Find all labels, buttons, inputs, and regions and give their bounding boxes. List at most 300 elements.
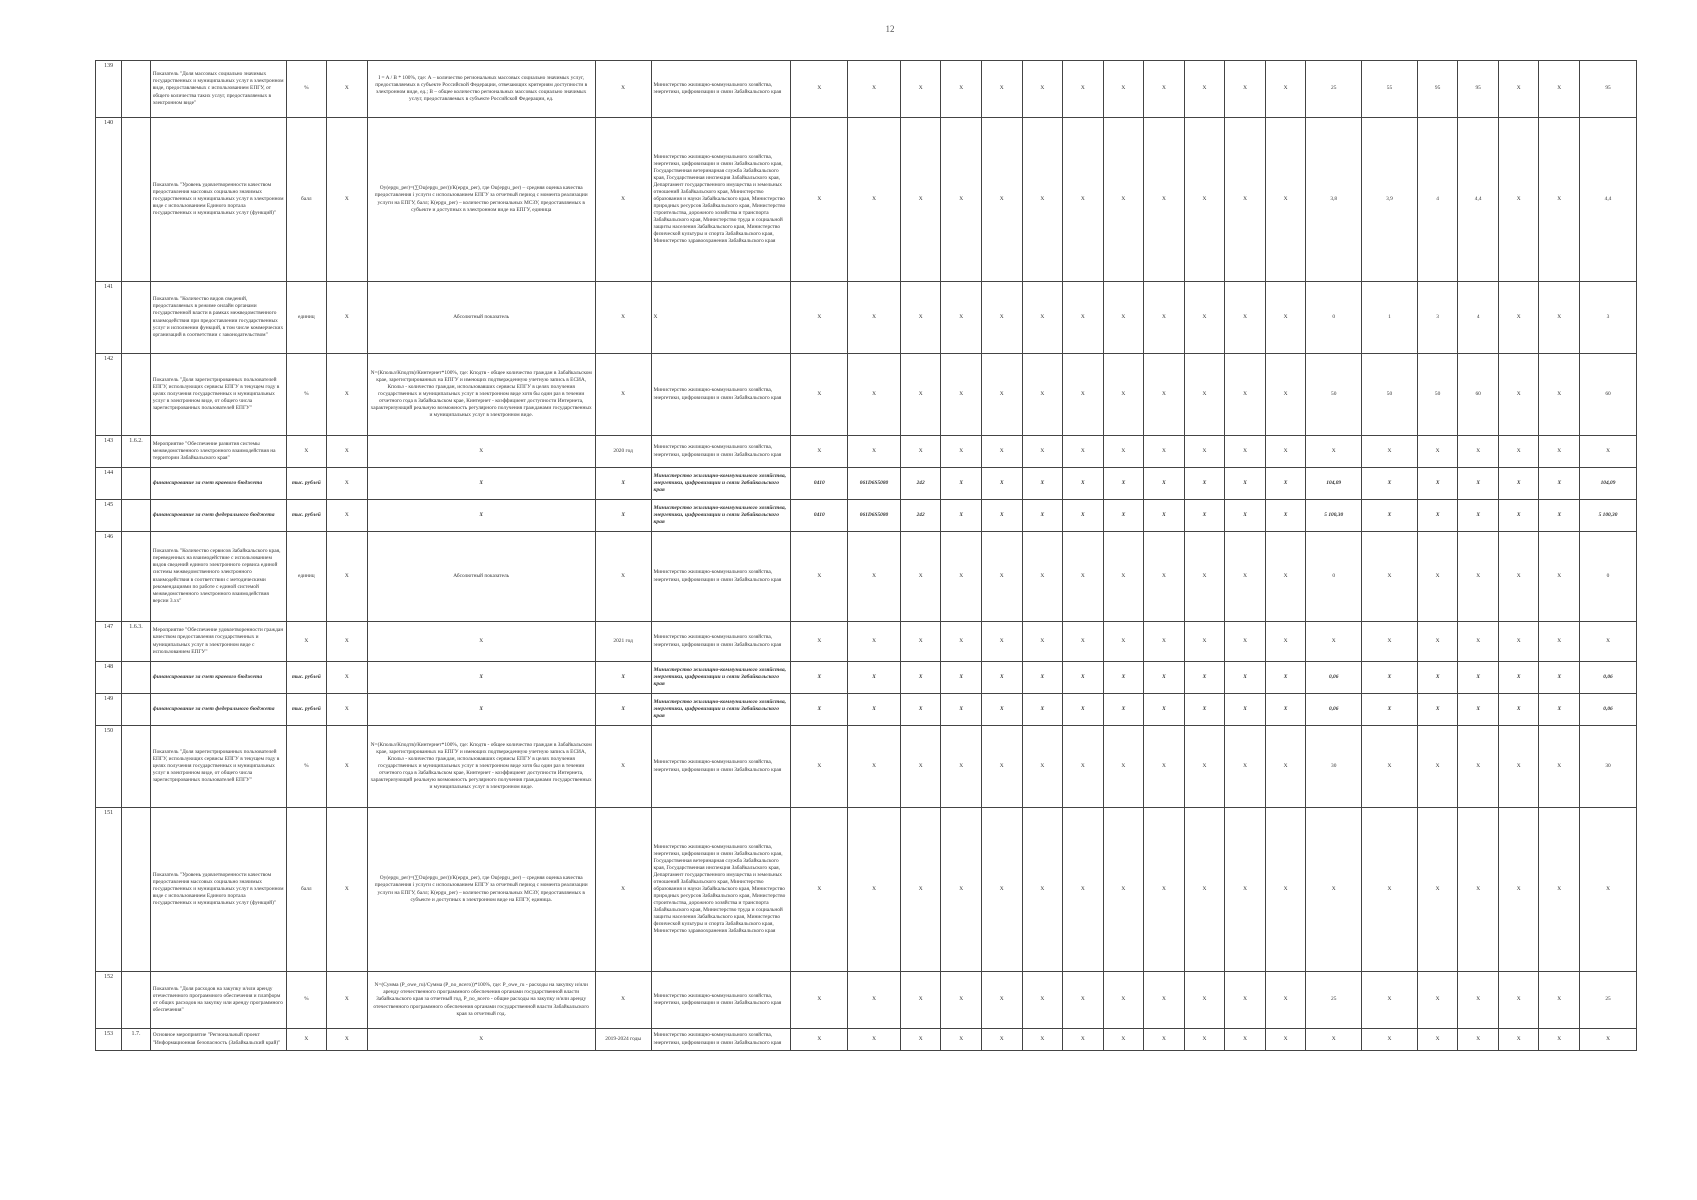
responsible-cell: Министерство жилищно-коммунального хозяйства, энергетики, цифровизации и связи Забайкальского края, Государственная ветеринарная служба Забайкальского края, Государственная инспекция Забайкальского края, Департамент государственного имущества и земельных отношений Забайкальского края, Министерство образования и науки Забайкальского края, Министерство природных ресурсов Забайкальского края, Министерство строительства, дорожного хозяйства и транспорта Забайкальского края, Министерство труда и социальной защиты населения Забайкальского края, Министерство физической культуры и спорта Забайкальского края, Министерство здравоохранения Забайкальского края	[651, 808, 791, 972]
value-cell: X	[1539, 282, 1580, 354]
responsible-cell: Министерство жилищно-коммунального хозяйства, энергетики, цифровизации и связи Забайкальского края	[651, 61, 791, 118]
row-code-cell	[122, 468, 150, 500]
value-cell: X	[791, 622, 848, 662]
value-cell: X	[900, 622, 941, 662]
period-cell: X	[595, 61, 651, 118]
value-cell: X	[981, 662, 1022, 694]
indicator-name-cell: Показатель "Доля расходов на закупку и/или аренду отечественного программного обеспечения и платформ от общих расходов на закупку или аренду программного обеспечения"	[150, 972, 286, 1029]
value-cell: X	[1580, 808, 1637, 972]
row-code-cell	[122, 808, 150, 972]
value-cell: X	[1498, 662, 1539, 694]
value-cell: X	[1539, 468, 1580, 500]
value-cell: X	[1103, 354, 1144, 436]
period-cell: 2019-2024 годы	[595, 1029, 651, 1051]
value-cell: 5 100,30	[1306, 500, 1362, 532]
value-cell: 50	[1417, 354, 1458, 436]
column-5-cell: X	[327, 726, 368, 808]
column-5-cell: X	[327, 532, 368, 622]
period-cell: X	[595, 972, 651, 1029]
value-cell: X	[1265, 500, 1306, 532]
value-cell: 0	[1306, 282, 1362, 354]
value-cell: X	[1144, 282, 1185, 354]
row-code-cell	[122, 282, 150, 354]
value-cell: X	[1225, 468, 1266, 500]
value-cell: 25	[1306, 61, 1362, 118]
formula-cell: X	[367, 694, 595, 726]
unit-cell: тыс. рублей	[286, 694, 327, 726]
column-5-cell: X	[327, 354, 368, 436]
value-cell: X	[1306, 808, 1362, 972]
value-cell: X	[1144, 354, 1185, 436]
responsible-cell: Министерство жилищно-коммунального хозяйства, энергетики, цифровизации и связи Забайкальского края	[651, 1029, 791, 1051]
column-5-cell: X	[327, 118, 368, 282]
row-number-cell: 145	[96, 500, 122, 532]
value-cell: X	[1144, 808, 1185, 972]
value-cell: X	[1498, 282, 1539, 354]
value-cell: X	[848, 118, 901, 282]
value-cell: X	[1184, 468, 1225, 500]
column-5-cell: X	[327, 972, 368, 1029]
value-cell: X	[1498, 808, 1539, 972]
value-cell: X	[848, 354, 901, 436]
value-cell: X	[900, 694, 941, 726]
value-cell: X	[1265, 436, 1306, 468]
value-cell: X	[1063, 726, 1104, 808]
value-cell: X	[1498, 622, 1539, 662]
value-cell: X	[1022, 436, 1063, 468]
value-cell: X	[1498, 118, 1539, 282]
row-number-cell: 151	[96, 808, 122, 972]
value-cell: X	[1306, 622, 1362, 662]
value-cell: X	[1063, 972, 1104, 1029]
row-number-cell: 140	[96, 118, 122, 282]
formula-cell: Оу(epgu_per)=(∑Оц(epgu_per))/К(epgu_per), где Оц(epgu_per) – средняя оценка качества предоставления i услуги с использованием ЕПГУ за отчетный период с момента реализации услуги на ЕПГУ, балл; К(epgu_per) – количество региональных МСЗУ, предоставляемых в субъекте и доступных в электронном виде на ЕПГУ, единица	[367, 118, 595, 282]
unit-cell: %	[286, 726, 327, 808]
period-cell: X	[595, 808, 651, 972]
value-cell: X	[1144, 694, 1185, 726]
value-cell: X	[941, 436, 982, 468]
row-number-cell: 139	[96, 61, 122, 118]
value-cell: 242	[900, 468, 941, 500]
value-cell: 3,8	[1306, 118, 1362, 282]
value-cell: 0410	[791, 500, 848, 532]
value-cell: X	[1063, 282, 1104, 354]
row-number-cell: 150	[96, 726, 122, 808]
value-cell: X	[941, 468, 982, 500]
value-cell: X	[1103, 694, 1144, 726]
period-cell: X	[595, 694, 651, 726]
value-cell: X	[900, 726, 941, 808]
value-cell: 0	[1580, 532, 1637, 622]
value-cell: X	[1417, 500, 1458, 532]
value-cell: X	[1265, 808, 1306, 972]
value-cell: X	[1225, 662, 1266, 694]
formula-cell: X	[367, 500, 595, 532]
row-code-cell: 1.6.3.	[122, 622, 150, 662]
value-cell: X	[1458, 622, 1499, 662]
value-cell: X	[1458, 436, 1499, 468]
value-cell: X	[900, 61, 941, 118]
period-cell: X	[595, 500, 651, 532]
value-cell: X	[791, 1029, 848, 1051]
table-row	[96, 118, 1637, 282]
value-cell: X	[1022, 532, 1063, 622]
value-cell: X	[981, 61, 1022, 118]
table-row	[96, 972, 1637, 1029]
value-cell: X	[1498, 972, 1539, 1029]
column-5-cell: X	[327, 1029, 368, 1051]
value-cell: 0,06	[1306, 694, 1362, 726]
unit-cell: единиц	[286, 282, 327, 354]
value-cell: X	[1225, 532, 1266, 622]
value-cell: X	[900, 972, 941, 1029]
value-cell: 4,4	[1458, 118, 1499, 282]
value-cell: X	[1063, 694, 1104, 726]
value-cell: X	[1539, 694, 1580, 726]
value-cell: X	[1539, 354, 1580, 436]
value-cell: X	[900, 532, 941, 622]
period-cell: X	[595, 282, 651, 354]
period-cell: X	[595, 118, 651, 282]
value-cell: X	[1458, 726, 1499, 808]
table-body	[96, 61, 1637, 1051]
row-number-cell: 146	[96, 532, 122, 622]
table-row	[96, 468, 1637, 500]
value-cell: 3,9	[1362, 118, 1418, 282]
unit-cell: %	[286, 354, 327, 436]
value-cell: X	[1362, 436, 1418, 468]
row-number-cell: 148	[96, 662, 122, 694]
value-cell: X	[1458, 500, 1499, 532]
value-cell: X	[1063, 436, 1104, 468]
value-cell: X	[1144, 662, 1185, 694]
value-cell: 104,09	[1306, 468, 1362, 500]
value-cell: X	[791, 61, 848, 118]
value-cell: 95	[1580, 61, 1637, 118]
value-cell: X	[1103, 118, 1144, 282]
responsible-cell: Министерство жилищно-коммунального хозяйства, энергетики, цифровизации и связи Забайкальского края	[651, 500, 791, 532]
value-cell: X	[848, 972, 901, 1029]
value-cell: X	[941, 61, 982, 118]
column-5-cell: X	[327, 662, 368, 694]
value-cell: X	[1103, 972, 1144, 1029]
row-number-cell: 144	[96, 468, 122, 500]
program-table	[95, 60, 1637, 1051]
value-cell: X	[848, 808, 901, 972]
unit-cell: %	[286, 972, 327, 1029]
value-cell: X	[981, 282, 1022, 354]
value-cell: X	[941, 354, 982, 436]
value-cell: X	[1022, 500, 1063, 532]
value-cell: X	[1225, 436, 1266, 468]
value-cell: X	[1063, 61, 1104, 118]
value-cell: X	[1184, 972, 1225, 1029]
responsible-cell: Министерство жилищно-коммунального хозяйства, энергетики, цифровизации и связи Забайкальского края	[651, 662, 791, 694]
value-cell: X	[1539, 118, 1580, 282]
value-cell: X	[941, 694, 982, 726]
indicator-name-cell: Показатель "Доля зарегистрированных пользователей ЕПГУ, использующих сервисы ЕПГУ в текущем году в целях получения государственных и муниципальных услуг в электронном виде, от общего числа зарегистрированных пользователей ЕПГУ"	[150, 726, 286, 808]
column-5-cell: X	[327, 282, 368, 354]
value-cell: X	[1417, 726, 1458, 808]
value-cell: X	[1580, 1029, 1637, 1051]
table-row	[96, 500, 1637, 532]
value-cell: X	[1458, 694, 1499, 726]
value-cell: X	[1022, 282, 1063, 354]
value-cell: X	[1022, 694, 1063, 726]
value-cell: X	[1265, 61, 1306, 118]
value-cell: 1	[1362, 282, 1418, 354]
value-cell: X	[1184, 1029, 1225, 1051]
value-cell: X	[1063, 662, 1104, 694]
value-cell: X	[981, 1029, 1022, 1051]
value-cell: X	[1417, 468, 1458, 500]
value-cell: X	[1498, 500, 1539, 532]
value-cell: X	[1498, 694, 1539, 726]
value-cell: X	[1417, 662, 1458, 694]
value-cell: X	[1362, 532, 1418, 622]
value-cell: X	[1103, 808, 1144, 972]
unit-cell: X	[286, 436, 327, 468]
value-cell: 0,06	[1580, 662, 1637, 694]
value-cell: X	[1225, 622, 1266, 662]
value-cell: X	[981, 436, 1022, 468]
unit-cell: тыс. рублей	[286, 500, 327, 532]
value-cell: X	[1265, 662, 1306, 694]
value-cell: X	[1417, 694, 1458, 726]
value-cell: X	[1184, 61, 1225, 118]
value-cell: X	[1022, 808, 1063, 972]
value-cell: X	[1498, 726, 1539, 808]
value-cell: X	[900, 354, 941, 436]
indicator-name-cell: финансирование за счет федерального бюджета	[150, 694, 286, 726]
value-cell: X	[1580, 622, 1637, 662]
value-cell: X	[1539, 1029, 1580, 1051]
table-row	[96, 694, 1637, 726]
value-cell: X	[1144, 622, 1185, 662]
row-number-cell: 141	[96, 282, 122, 354]
value-cell: X	[1362, 726, 1418, 808]
row-number-cell: 142	[96, 354, 122, 436]
value-cell: 5 100,30	[1580, 500, 1637, 532]
value-cell: X	[791, 808, 848, 972]
value-cell: X	[1225, 808, 1266, 972]
table-row	[96, 61, 1637, 118]
column-5-cell: X	[327, 436, 368, 468]
value-cell: X	[1265, 354, 1306, 436]
value-cell: X	[1144, 1029, 1185, 1051]
value-cell: X	[791, 972, 848, 1029]
responsible-cell: Министерство жилищно-коммунального хозяйства, энергетики, цифровизации и связи Забайкальского края	[651, 622, 791, 662]
value-cell: X	[848, 622, 901, 662]
value-cell: X	[981, 622, 1022, 662]
formula-cell: N=(Кпольз/Кподтв)/Кинтернет*100%, где: Кподтв - общее количество граждан в Забайкальском крае, зарегистрированных на ЕПГУ и имеющих подтвержденную учетную запись в ЕСИА, Кпольз - количество граждан, использовавших сервисы ЕПГУ в целях получения государственных и муниципальных услуг в электронном виде хотя бы один раз в течении отчетного года в Забайкальском крае, Кинтернет - коэффициент доступности Интернета, характеризующий реальную возможность регулярного получения гражданами государственных и муниципальных услуг в электронном виде.	[367, 354, 595, 436]
value-cell: X	[1103, 622, 1144, 662]
indicator-name-cell: финансирование за счет федерального бюджета	[150, 500, 286, 532]
value-cell: 061D6S5080	[848, 500, 901, 532]
value-cell: X	[900, 436, 941, 468]
value-cell: X	[1063, 118, 1104, 282]
column-5-cell: X	[327, 622, 368, 662]
indicator-name-cell: Основное мероприятие "Региональный проект "Информационная безопасность (Забайкальский край)"	[150, 1029, 286, 1051]
value-cell: X	[1539, 972, 1580, 1029]
value-cell: X	[1144, 436, 1185, 468]
value-cell: X	[1103, 1029, 1144, 1051]
value-cell: X	[848, 282, 901, 354]
value-cell: X	[1144, 500, 1185, 532]
value-cell: X	[848, 61, 901, 118]
unit-cell: единиц	[286, 532, 327, 622]
value-cell: X	[941, 726, 982, 808]
value-cell: 60	[1580, 354, 1637, 436]
responsible-cell: Министерство жилищно-коммунального хозяйства, энергетики, цифровизации и связи Забайкальского края	[651, 694, 791, 726]
value-cell: X	[791, 694, 848, 726]
column-5-cell: X	[327, 694, 368, 726]
value-cell: 95	[1417, 61, 1458, 118]
value-cell: 0410	[791, 468, 848, 500]
value-cell: X	[1144, 726, 1185, 808]
unit-cell: X	[286, 622, 327, 662]
value-cell: X	[1498, 532, 1539, 622]
value-cell: X	[941, 282, 982, 354]
value-cell: X	[1103, 436, 1144, 468]
formula-cell: I = A / B * 100%, где: А – количество региональных массовых социально значимых услуг, предоставляемых в субъекте Российской Федерации, отвечающих критериям доступности в электронном виде, ед.; В – общее количество региональных массовых социально значимых услуг, предоставляемых в субъекте Российской Федерации, ед.	[367, 61, 595, 118]
value-cell: X	[1144, 532, 1185, 622]
value-cell: X	[1265, 726, 1306, 808]
row-code-cell	[122, 500, 150, 532]
formula-cell: Оу(epgu_per)=(∑Оц(epgu_per))/К(epgu_per), где Оц(epgu_per) – средняя оценка качества предоставления i услуги с использованием ЕПГУ за отчетный период с момента реализации услуги на ЕПГУ, балл; К(epgu_per) – количество региональных МСЗУ, предоставляемых в субъекте и доступных в электронном виде на ЕПГУ, единица.	[367, 808, 595, 972]
value-cell: 50	[1306, 354, 1362, 436]
value-cell: X	[1103, 532, 1144, 622]
value-cell: X	[981, 726, 1022, 808]
value-cell: X	[900, 118, 941, 282]
value-cell: X	[1539, 532, 1580, 622]
value-cell: 30	[1306, 726, 1362, 808]
value-cell: 4	[1417, 118, 1458, 282]
formula-cell: Абсолютный показатель	[367, 282, 595, 354]
value-cell: X	[941, 532, 982, 622]
row-number-cell: 153	[96, 1029, 122, 1051]
value-cell: X	[1184, 694, 1225, 726]
value-cell: X	[1458, 1029, 1499, 1051]
value-cell: X	[1539, 726, 1580, 808]
value-cell: X	[1225, 118, 1266, 282]
value-cell: X	[1362, 1029, 1418, 1051]
value-cell: X	[1103, 662, 1144, 694]
value-cell: X	[1022, 118, 1063, 282]
unit-cell: балл	[286, 118, 327, 282]
value-cell: X	[1184, 808, 1225, 972]
value-cell: X	[900, 282, 941, 354]
value-cell: 061D6S5080	[848, 468, 901, 500]
value-cell: X	[981, 500, 1022, 532]
value-cell: 60	[1458, 354, 1499, 436]
value-cell: X	[1458, 808, 1499, 972]
value-cell: X	[1022, 354, 1063, 436]
value-cell: X	[1144, 61, 1185, 118]
value-cell: X	[1458, 662, 1499, 694]
value-cell: X	[1498, 354, 1539, 436]
value-cell: X	[1103, 726, 1144, 808]
value-cell: X	[1539, 436, 1580, 468]
value-cell: 30	[1580, 726, 1637, 808]
value-cell: X	[1022, 662, 1063, 694]
formula-cell: X	[367, 468, 595, 500]
row-number-cell: 149	[96, 694, 122, 726]
page-number: 12	[885, 24, 895, 34]
value-cell: X	[1063, 354, 1104, 436]
value-cell: X	[1103, 500, 1144, 532]
unit-cell: тыс. рублей	[286, 468, 327, 500]
value-cell: 25	[1306, 972, 1362, 1029]
column-5-cell: X	[327, 808, 368, 972]
table-row	[96, 1029, 1637, 1051]
value-cell: X	[1265, 118, 1306, 282]
value-cell: X	[791, 532, 848, 622]
value-cell: X	[1306, 436, 1362, 468]
value-cell: X	[1539, 500, 1580, 532]
row-number-cell: 152	[96, 972, 122, 1029]
value-cell: X	[1265, 468, 1306, 500]
responsible-cell: Министерство жилищно-коммунального хозяйства, энергетики, цифровизации и связи Забайкальского края	[651, 972, 791, 1029]
value-cell: X	[1458, 468, 1499, 500]
value-cell: 3	[1580, 282, 1637, 354]
value-cell: X	[1539, 622, 1580, 662]
value-cell: X	[1103, 282, 1144, 354]
value-cell: X	[1184, 726, 1225, 808]
responsible-cell: Министерство жилищно-коммунального хозяйства, энергетики, цифровизации и связи Забайкальского края	[651, 354, 791, 436]
row-number-cell: 147	[96, 622, 122, 662]
row-code-cell	[122, 726, 150, 808]
period-cell: X	[595, 532, 651, 622]
formula-cell: Абсолютный показатель	[367, 532, 595, 622]
value-cell: X	[941, 118, 982, 282]
formula-cell: X	[367, 622, 595, 662]
value-cell: X	[941, 808, 982, 972]
value-cell: X	[981, 118, 1022, 282]
indicator-name-cell: Показатель "Уровень удовлетворенности качеством предоставления массовых социально значимых государственных и муниципальных услуг в электронном виде с использованием Единого портала государственных и муниципальных услуг (функций)"	[150, 808, 286, 972]
value-cell: X	[1458, 972, 1499, 1029]
value-cell: X	[1417, 808, 1458, 972]
unit-cell: %	[286, 61, 327, 118]
column-5-cell: X	[327, 500, 368, 532]
indicator-name-cell: Показатель "Количество сервисов Забайкальского края, переведенных на взаимодействие с использованием видов сведений единого электронного сервиса единой системы межведомственного электронного взаимодействия в соответствии с методическими рекомендациями по работе с единой системой межведомственного электронного взаимодействия версии 3.xx"	[150, 532, 286, 622]
value-cell: X	[900, 808, 941, 972]
value-cell: X	[1184, 500, 1225, 532]
value-cell: X	[1144, 468, 1185, 500]
value-cell: X	[1225, 61, 1266, 118]
responsible-cell: Министерство жилищно-коммунального хозяйства, энергетики, цифровизации и связи Забайкальского края	[651, 468, 791, 500]
indicator-name-cell: Показатель "Количество видов сведений, предоставляемых в режиме онлайн органами государственной власти в рамках межведомственного взаимодействия при предоставлении государственных услуг и исполнении функций, в том числе коммерческих организаций в соответствии с законодательством"	[150, 282, 286, 354]
value-cell: X	[848, 436, 901, 468]
value-cell: 50	[1362, 354, 1418, 436]
value-cell: X	[1022, 622, 1063, 662]
table-row	[96, 354, 1637, 436]
value-cell: X	[1417, 622, 1458, 662]
value-cell: X	[941, 972, 982, 1029]
table-row	[96, 622, 1637, 662]
formula-cell: N=(Кпольз/Кподтв)/Кинтернет*100%, где: Кподтв - общее количество граждан в Забайкальском крае, зарегистрированных на ЕПГУ и имеющих подтвержденную учетную запись в ЕСИА, Кпольз - количество граждан, использовавших сервисы ЕПГУ в целях получения государственных и муниципальных услуг в электронном виде хотя бы один раз в течении отчетного года в Забайкальском крае, Кинтернет - коэффициент доступности Интернета, характеризующий реальную возможность регулярного получения гражданами государственных и муниципальных услуг в электронном виде.	[367, 726, 595, 808]
value-cell: X	[1063, 808, 1104, 972]
value-cell: 4	[1458, 282, 1499, 354]
value-cell: 3	[1417, 282, 1458, 354]
value-cell: X	[1022, 468, 1063, 500]
value-cell: X	[1184, 662, 1225, 694]
value-cell: X	[1225, 354, 1266, 436]
value-cell: X	[1458, 532, 1499, 622]
value-cell: X	[1362, 622, 1418, 662]
value-cell: X	[1265, 1029, 1306, 1051]
column-5-cell: X	[327, 61, 368, 118]
